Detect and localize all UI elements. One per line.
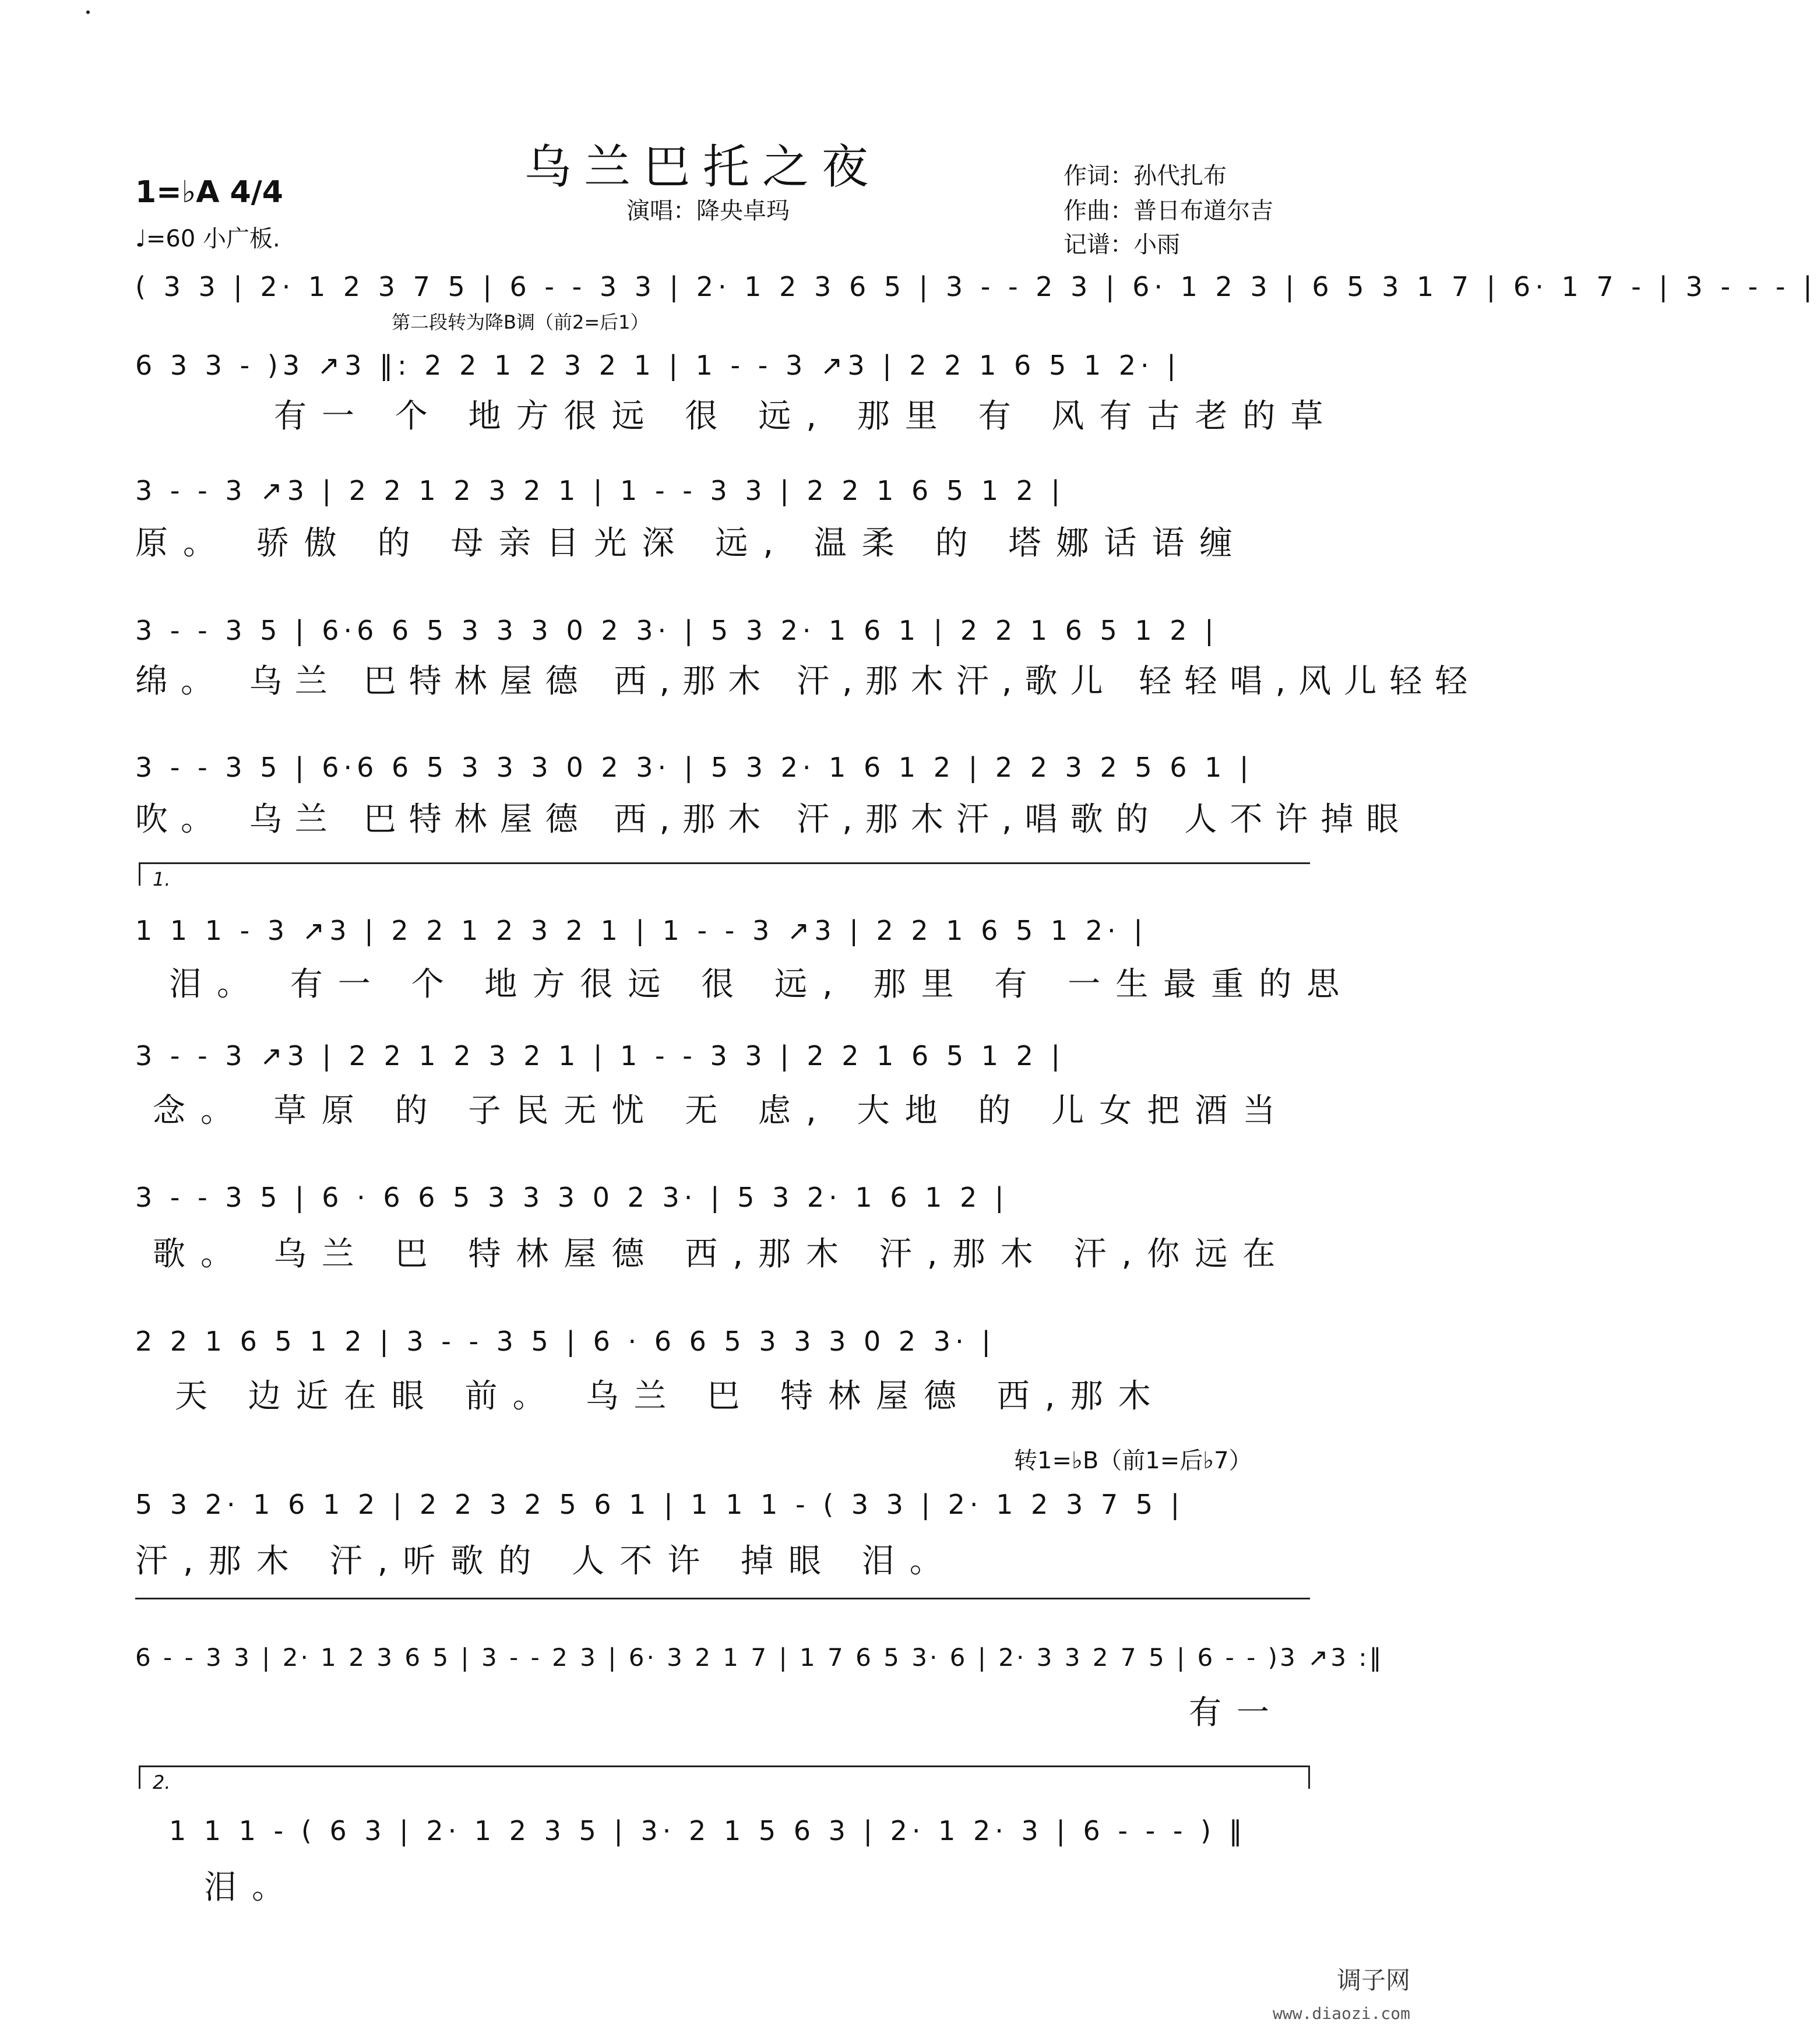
transcriber-credit: 记谱：小雨	[1064, 231, 1180, 258]
volta-1-label: 1.	[153, 868, 171, 890]
notation-line-1: ( 3 3 | 2· 1 2 3 7 5 | 6 - - 3 3 | 2· 1 2 3 6 5 | 3 - - 2 3 | 6· 1 2 3 | 6 5 3 1 7 | 6· 1 7 - | 3 - - - |	[135, 271, 1817, 302]
volta-2-bracket-edge	[139, 1765, 140, 1789]
watermark-url: www.diaozi.com	[1272, 2004, 1410, 2023]
lyricist-credit: 作词：孙代扎布	[1064, 163, 1227, 189]
tempo-marking: ♩=60 小广板.	[135, 225, 280, 252]
key-signature: 1=♭A 4/4	[135, 175, 283, 210]
lyric-line-3: 原。 骄傲 的 母亲目光深 远, 温柔 的 塔娜话语缠	[135, 524, 1248, 562]
watermark-logo: 调子网	[1336, 1966, 1410, 1994]
lyric-line-6: 泪。 有一 个 地方很远 很 远, 那里 有 一生最重的思	[169, 965, 1355, 1003]
notation-line-11: 6 - - 3 3 | 2· 1 2 3 6 5 | 3 - - 2 3 | 6· 3 2 1 7 | 1 7 6 5 3· 6 | 2· 3 3 2 7 5 | 6 - - )3 ↗3 :‖	[135, 1643, 1384, 1672]
speck-dot	[86, 10, 90, 14]
notation-line-7: 3 - - 3 ↗3 | 2 2 1 2 3 2 1 | 1 - - 3 3 | 2 2 1 6 5 1 2 |	[135, 1040, 1065, 1072]
lyric-line-11: 有一	[1189, 1694, 1284, 1732]
volta-1-bracket	[139, 862, 1310, 864]
section-separator	[135, 1598, 1310, 1599]
notation-line-3: 3 - - 3 ↗3 | 2 2 1 2 3 2 1 | 1 - - 3 3 | 2 2 1 6 5 1 2 |	[135, 475, 1065, 506]
singer-credit: 演唱：降央卓玛	[626, 198, 790, 224]
notation-line-8: 3 - - 3 5 | 6 · 6 6 5 3 3 3 0 2 3· | 5 3 2· 1 6 1 2 |	[135, 1182, 1009, 1213]
notation-line-12: 1 1 1 - ( 6 3 | 2· 1 2 3 5 | 3· 2 1 5 6 3 | 2· 1 2· 3 | 6 - - - ) ‖	[169, 1815, 1247, 1846]
notation-line-5: 3 - - 3 5 | 6·6 6 5 3 3 3 0 2 3· | 5 3 2· 1 6 1 2 | 2 2 3 2 5 6 1 |	[135, 752, 1253, 783]
volta-1-bracket-edge	[139, 862, 140, 886]
volta-2-label: 2.	[153, 1771, 171, 1793]
lyric-line-5: 吹。 乌兰 巴特林屋德 西,那木 汗,那木汗,唱歌的 人不许掉眼	[135, 801, 1412, 838]
lyric-line-8: 歌。 乌兰 巴 特林屋德 西,那木 汗,那木 汗,你远在	[153, 1235, 1291, 1273]
lyric-line-2: 有一 个 地方很远 很 远, 那里 有 风有古老的草	[274, 397, 1339, 435]
notation-line-10: 5 3 2· 1 6 1 2 | 2 2 3 2 5 6 1 | 1 1 1 - ( 3 3 | 2· 1 2 3 7 5 |	[135, 1489, 1185, 1520]
notation-line-6: 1 1 1 - 3 ↗3 | 2 2 1 2 3 2 1 | 1 - - 3 ↗3 | 2 2 1 6 5 1 2· |	[135, 915, 1147, 946]
volta-2-bracket-right-edge	[1308, 1765, 1310, 1789]
song-title: 乌兰巴托之夜	[524, 140, 881, 194]
modulation-2-note: 转1=♭B（前1=后♭7）	[1014, 1447, 1252, 1474]
volta-2-bracket	[139, 1765, 1310, 1767]
lyric-line-7: 念。 草原 的 子民无忧 无 虑, 大地 的 儿女把酒当	[153, 1092, 1291, 1130]
lyric-line-4: 绵。 乌兰 巴特林屋德 西,那木 汗,那木汗,歌儿 轻轻唱,风儿轻轻	[135, 662, 1481, 700]
modulation-note: 第二段转为降B调（前2=后1）	[392, 311, 649, 333]
lyric-line-9: 天 边近在眼 前。 乌兰 巴 特林屋德 西,那木	[175, 1377, 1166, 1415]
composer-credit: 作曲：普日布道尔吉	[1064, 198, 1273, 224]
lyric-line-12: 泪。	[204, 1869, 300, 1906]
notation-line-2: 6 3 3 - )3 ↗3 ‖: 2 2 1 2 3 2 1 | 1 - - 3 ↗3 | 2 2 1 6 5 1 2· |	[135, 350, 1181, 381]
lyric-line-10: 汗,那木 汗,听歌的 人不许 掉眼 泪。	[135, 1542, 957, 1580]
notation-line-4: 3 - - 3 5 | 6·6 6 5 3 3 3 0 2 3· | 5 3 2· 1 6 1 | 2 2 1 6 5 1 2 |	[135, 615, 1219, 646]
notation-line-9: 2 2 1 6 5 1 2 | 3 - - 3 5 | 6 · 6 6 5 3 3 3 0 2 3· |	[135, 1326, 995, 1357]
